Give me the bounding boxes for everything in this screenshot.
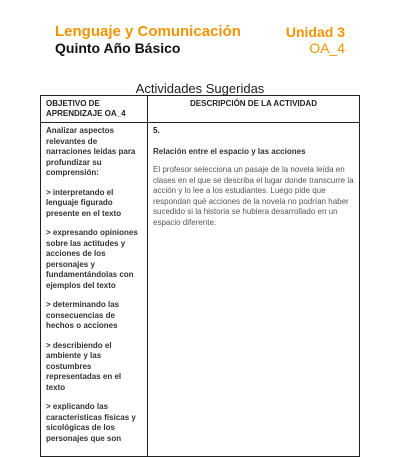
objective-item: > describiendo el ambiente y las costumbres representadas en el texto [46,340,122,392]
objective-item: > explicando las características físicas y sicológicas de los personajes que son [46,402,136,443]
section-title: Actividades Sugeridas [135,81,265,96]
description-column-header: DESCRIPCIÓN DE LA ACTIVIDAD [148,96,360,123]
activities-table [40,95,360,457]
unit-label: Unidad 3 [285,24,345,40]
objective-cell [41,123,148,457]
activity-description: El profesor selecciona un pasaje de la novela leída en clases en el que se describa el lugar donde transcurre la acción y lo lee a los estudiantes. Luego pide que respondan qué acciones de la novela no podrían haber sucedido si la historia se hubiera desarrollado en un espacio diferente. [153,165,354,227]
grade-label: Quinto Año Básico [55,40,181,56]
objective-item: > expresando opiniones sobre las actitudes y acciones de los personajes y fundamentándolas con ejemplos del texto [46,228,138,290]
table-row [41,123,360,457]
activity-number: 5. [153,126,160,135]
oa-label: OA_4 [309,40,345,56]
header-row-bottom [55,40,345,56]
objective-intro: Analizar aspectos relevantes de narraciones leídas para profundizar su comprensión: [46,126,136,177]
objective-item: > determinando las consecuencias de hechos o acciones [46,300,120,330]
subject-title: Lenguaje y Comunicación [55,23,241,40]
page-header [55,24,345,56]
header-row-top [55,24,345,40]
objective-column-header: OBJETIVO DE APRENDIZAJE OA_4 [41,96,148,123]
activity-cell [148,123,360,457]
table-header-row [41,96,360,123]
objective-item: > interpretando el lenguaje figurado presente en el texto [46,187,122,218]
activity-title: Relación entre el espacio y las acciones [153,146,306,156]
